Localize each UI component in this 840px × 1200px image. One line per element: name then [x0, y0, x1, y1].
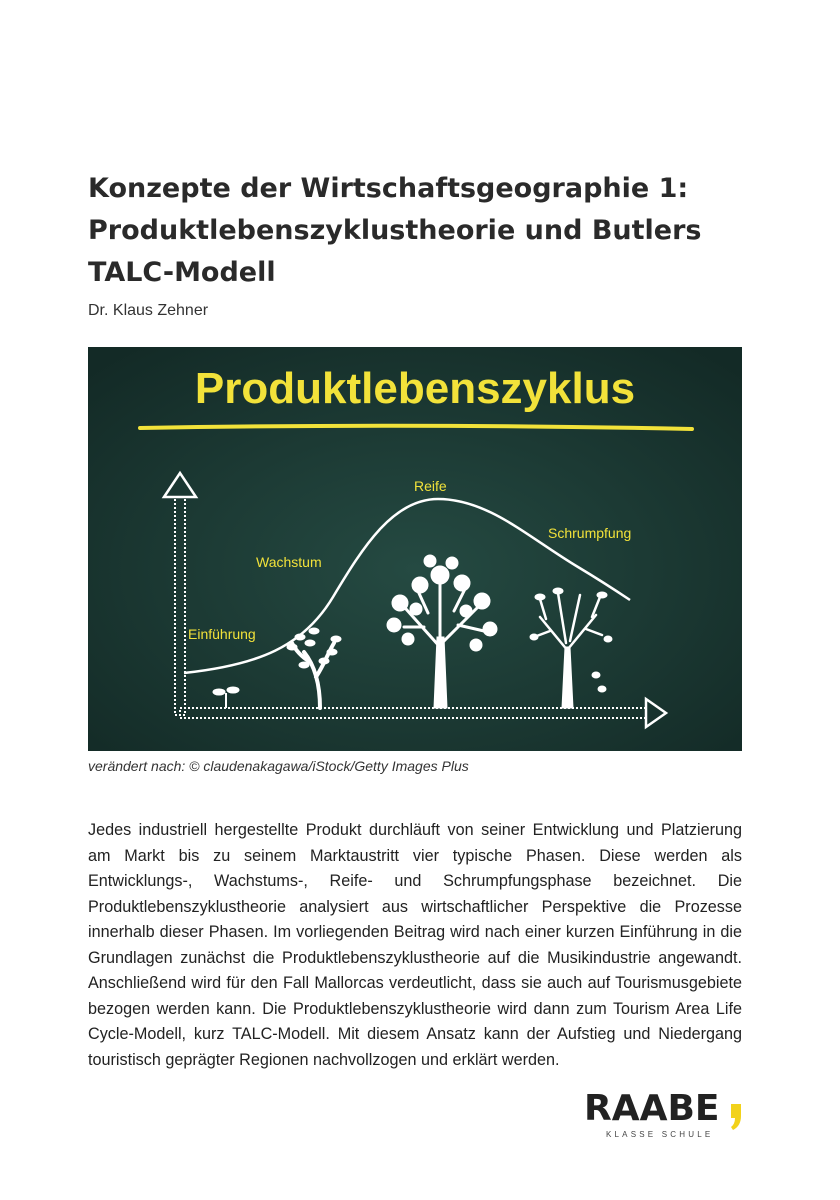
title-line-3: TALC-Modell: [88, 257, 276, 288]
author-name: Dr. Klaus Zehner: [88, 302, 209, 319]
figure-heading: Produktlebenszyklus: [194, 364, 636, 413]
logo-tagline: KLASSE SCHULE: [606, 1130, 714, 1139]
chalkboard-illustration: [88, 347, 742, 751]
intro-paragraph: Jedes industriell hergestellte Produkt durchläuft von seiner Entwicklung und Platzierung am Markt bis zu seinem Marktaustritt vier typische Phasen. Diese werden als Entwicklungs-, Wachstums-, Reife- und Schrumpfungsphase bezeichnet. Die Produktlebenszyklustheorie analysiert aus wirtschaftlicher Perspektive die Prozesse innerhalb dieser Phasen. Im vorliegenden Beitrag wird nach einer kurzen Einführung in die Grundlagen zunächst die Produktlebenszyklustheorie auf die Musikindustrie angewandt. Anschließend wird für den Fall Mallorcas verdeutlicht, dass sie auch auf Tourismusgebiete bezogen werden kann. Die Produktlebenszyklustheorie wird dann zum Tourism Area Life Cycle-Modell, kurz TALC-Modell. Mit diesem Ansatz kann der Aufstieg und Niedergang touristisch geprägter Regionen nachvollzogen und erklärt werden.: [88, 821, 742, 1069]
title-line-2: Produktlebenszyklustheorie und Butlers: [88, 215, 702, 246]
label-wachstum: Wachstum: [256, 554, 322, 570]
logo-comma-icon: [730, 1104, 742, 1130]
document-title: [88, 168, 768, 294]
title-line-1: Konzepte der Wirtschaftsgeographie 1:: [88, 173, 689, 204]
raabe-logo: [584, 1090, 749, 1140]
label-schrumpfung: Schrumpfung: [548, 525, 632, 541]
label-reife: Reife: [414, 478, 447, 494]
lifecycle-figure: [88, 347, 742, 751]
logo-wordmark: RAABE: [584, 1088, 720, 1129]
figure-caption: verändert nach: © claudenakagawa/iStock/Getty Images Plus: [88, 758, 469, 774]
label-einfuehrung: Einführung: [188, 626, 256, 642]
